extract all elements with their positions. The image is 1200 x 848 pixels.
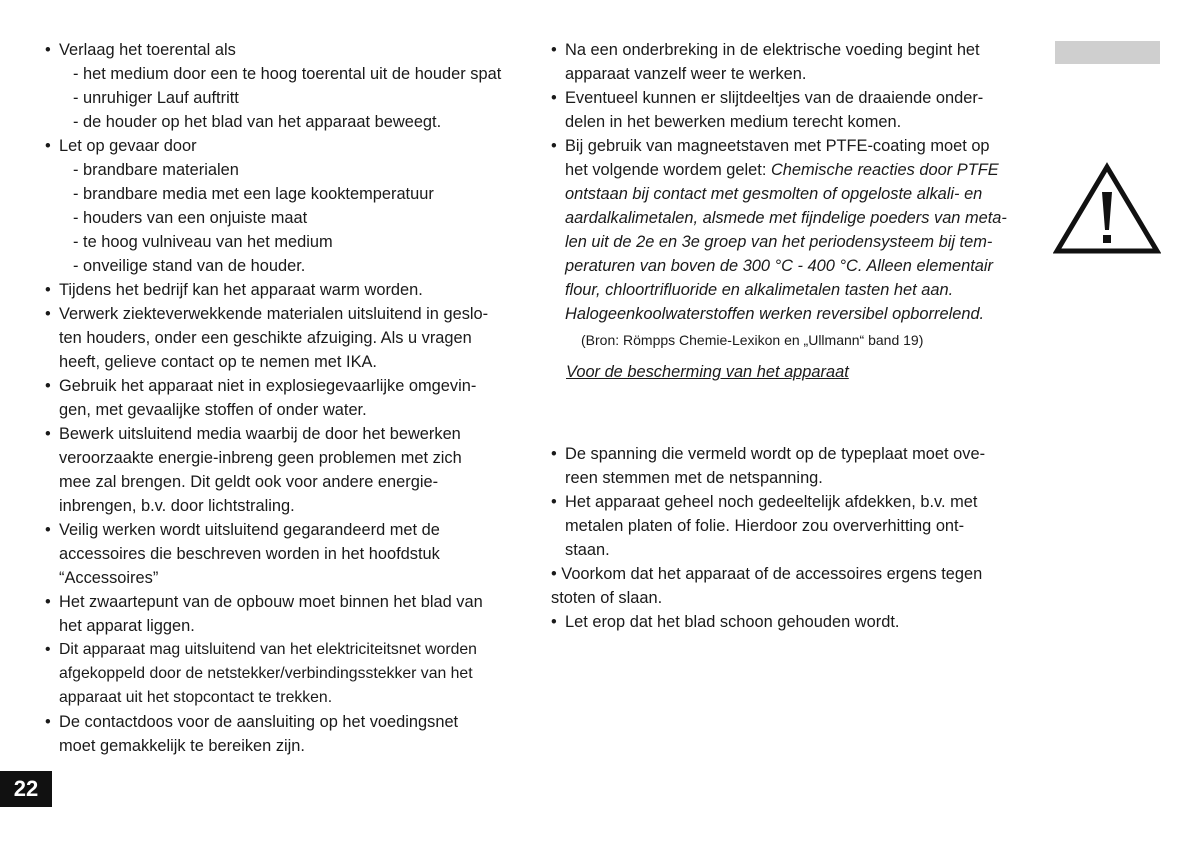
text-line: veroorzaakte energie-inbreng geen problemen met zich <box>59 449 462 467</box>
text-line: • De spanning die vermeld wordt op de typeplaat moet ove- <box>565 445 986 463</box>
bullet-accessories <box>45 518 525 590</box>
text-line: • Voorkom dat het apparaat of de accessoires ergens tegen <box>551 565 983 583</box>
italic-line: aardalkalimetalen, alsmede met fijndelige poeders van meta- <box>565 209 1007 227</box>
bullet-hazards <box>45 134 525 278</box>
text-line: inbrengen, b.v. door lichtstraling. <box>59 497 295 515</box>
bullet-title: • Verlaag het toerental als <box>59 41 236 59</box>
text-line: • Verwerk ziekteverwekkende materialen uitsluitend in geslo- <box>59 305 489 323</box>
warning-triangle-icon <box>1053 162 1161 256</box>
text-line: mee zal brengen. Dit geldt ook voor andere energie- <box>59 473 439 491</box>
sub-item: - onveilige stand van de houder. <box>73 257 306 275</box>
text-italic: Chemische reacties door PTFE <box>770 161 999 179</box>
text-line: afgekoppeld door de netstekker/verbindingsstekker van het <box>59 665 473 682</box>
text-line: • Gebruik het apparaat niet in explosiegevaarlijke omgevin- <box>59 377 477 395</box>
text-line: • Bij gebruik van magneetstaven met PTFE-coating moet op <box>565 137 990 155</box>
middle-column <box>551 38 1031 634</box>
bullet-title: • Let op gevaar door <box>59 137 197 155</box>
text-line: • De contactdoos voor de aansluiting op het voedingsnet <box>59 713 459 731</box>
text-line: • Het zwaartepunt van de opbouw moet binnen het blad van <box>59 593 483 611</box>
italic-line: flour, chloortrifluoride en alkalimetalen tasten het aan. <box>565 281 954 299</box>
text-line: • Het apparaat geheel noch gedeeltelijk afdekken, b.v. met <box>565 493 978 511</box>
section-tab-marker <box>1055 41 1160 64</box>
text-line: delen in het bewerken medium terecht komen. <box>565 113 902 131</box>
text-line: reen stemmen met de netspanning. <box>565 469 823 487</box>
sub-item: - brandbare materialen <box>73 161 239 179</box>
bullet-heat <box>45 278 525 302</box>
text-line: apparaat vanzelf weer te werken. <box>565 65 807 83</box>
italic-line: Halogeenkoolwaterstoffen werken reversibel opborrelend. <box>565 305 985 323</box>
bullet-impact <box>551 562 1031 610</box>
text-line: staan. <box>565 541 610 559</box>
text-line: het apparat liggen. <box>59 617 195 635</box>
text-line: apparaat uit het stopcontact te trekken. <box>59 689 333 706</box>
italic-line: len uit de 2e en 3e groep van het periodensysteem bij tem- <box>565 233 993 251</box>
sub-item: - de houder op het blad van het apparaat beweegt. <box>73 113 442 131</box>
text-line: moet gemakkelijk te bereiken zijn. <box>59 737 305 755</box>
spacer <box>551 384 1031 442</box>
text-line: • Dit apparaat mag uitsluitend van het elektriciteitsnet worden <box>59 641 477 658</box>
italic-line: peraturen van boven de 300 °C - 400 °C. Alleen elementair <box>565 257 993 275</box>
text-line: “Accessoires” <box>59 569 159 587</box>
bullet-energy <box>45 422 525 518</box>
sub-item: - houders van een onjuiste maat <box>73 209 308 227</box>
sub-item: - unruhiger Lauf auftritt <box>73 89 239 107</box>
bullet-clean-plate <box>551 610 1031 634</box>
text-line-mixed <box>565 158 1031 182</box>
page-number: 22 <box>0 771 52 807</box>
text-line: stoten of slaan. <box>551 589 663 607</box>
source-citation: (Bron: Römpps Chemie-Lexikon en „Ullmann“ band 19) <box>581 332 924 348</box>
text-line: heeft, gelieve contact op te nemen met IKA. <box>59 353 377 371</box>
italic-line: ontstaan bij contact met gesmolten of opgeloste alkali- en <box>565 185 983 203</box>
text-line: accessoires die beschreven worden in het hoofdstuk <box>59 545 440 563</box>
text-line: • Tijdens het bedrijf kan het apparaat warm worden. <box>59 281 423 299</box>
sub-item: - brandbare media met een lage kooktemperatuur <box>73 185 434 203</box>
bullet-center-of-gravity <box>45 590 525 638</box>
sub-item: - het medium door een te hoog toerental uit de houder spat <box>73 65 502 83</box>
text-line: gen, met gevaalijke stoffen of onder water. <box>59 401 367 419</box>
text-line: • Eventueel kunnen er slijtdeeltjes van de draaiende onder- <box>565 89 984 107</box>
text-line: metalen platen of folie. Hierdoor zou oververhitting ont- <box>565 517 965 535</box>
text-line: • Bewerk uitsluitend media waarbij de door het bewerken <box>59 425 461 443</box>
bullet-wear-particles <box>551 86 1031 134</box>
bullet-covering <box>551 490 1031 562</box>
bullet-socket <box>45 710 525 758</box>
bullet-disconnect <box>45 638 525 710</box>
text-line: ten houders, onder een geschikte afzuiging. Als u vragen <box>59 329 472 347</box>
bullet-pathogenic <box>45 302 525 374</box>
text-line: • Veilig werken wordt uitsluitend gegarandeerd met de <box>59 521 440 539</box>
bullet-reduce-speed <box>45 38 525 134</box>
bullet-explosive <box>45 374 525 422</box>
text-line: • Let erop dat het blad schoon gehouden wordt. <box>565 613 900 631</box>
section-heading: Voor de bescherming van het apparaat <box>566 363 849 381</box>
bullet-ptfe-coating <box>551 134 1031 326</box>
text-line: • Na een onderbreking in de elektrische voeding begint het <box>565 41 980 59</box>
bullet-power-interruption <box>551 38 1031 86</box>
sub-item: - te hoog vulniveau van het medium <box>73 233 333 251</box>
left-column <box>45 38 525 758</box>
bullet-voltage <box>551 442 1031 490</box>
text-normal: het volgende wordem gelet: <box>565 161 771 179</box>
